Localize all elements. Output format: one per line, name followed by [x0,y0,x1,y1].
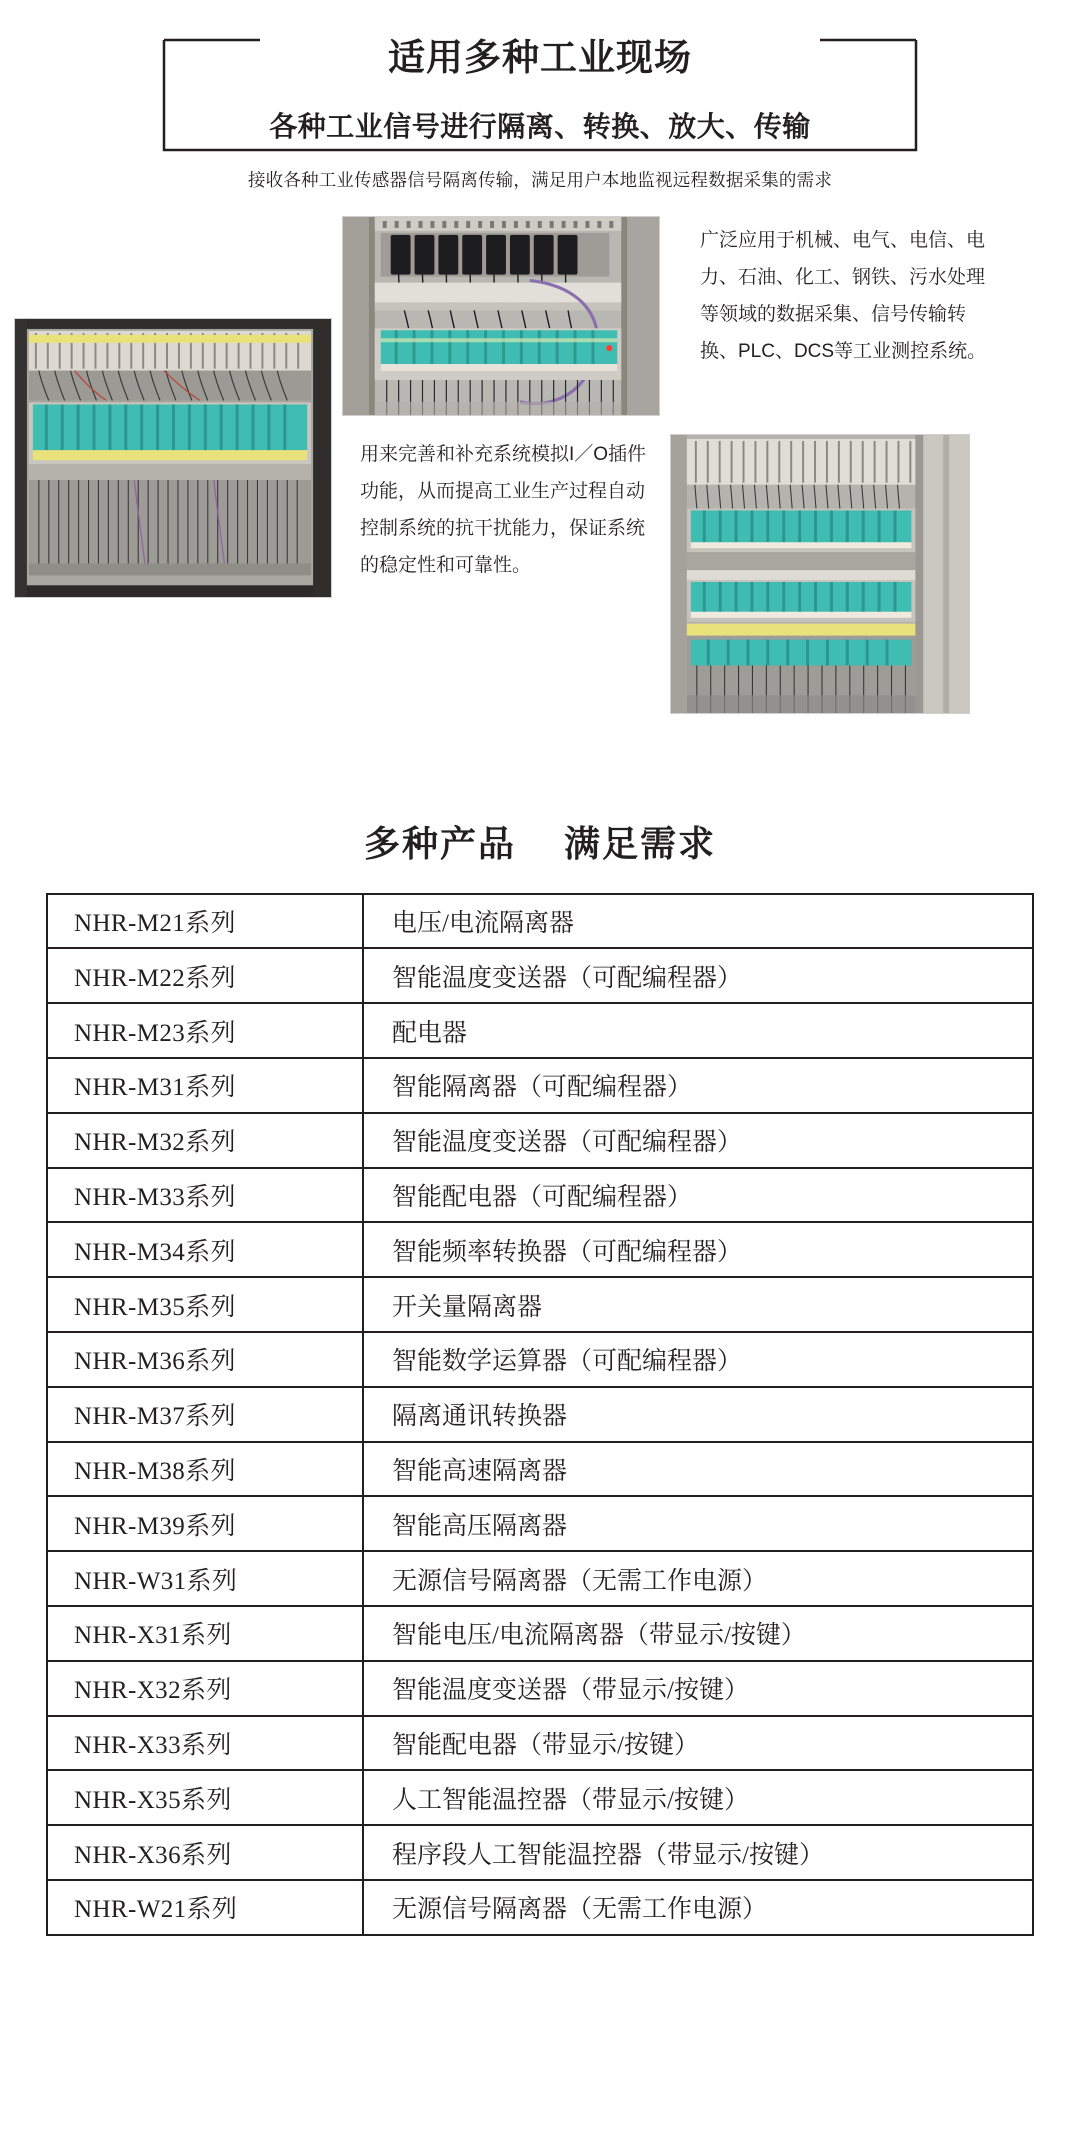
product-model-cell: NHR-W21系列 [48,1881,364,1934]
table-row [48,1443,1032,1498]
product-name-cell: 智能频率转换器（可配编程器） [392,1238,743,1266]
product-model-cell: NHR-M35系列 [48,1278,364,1331]
products-heading-left: 多种产品 [363,823,516,864]
table-row [48,1771,1032,1826]
product-name-cell: 智能隔离器（可配编程器） [392,1074,693,1102]
product-model-cell: NHR-M37系列 [48,1388,364,1441]
table-row [48,1552,1032,1607]
cabinet-photo-right-graphic [671,435,969,713]
table-row [48,1059,1032,1114]
product-model-cell: NHR-W31系列 [48,1552,364,1605]
table-row [48,1223,1032,1278]
products-heading-right: 满足需求 [564,823,717,864]
product-name-cell: 智能配电器（可配编程器） [392,1184,693,1212]
product-table [46,893,1034,1936]
product-name-cell: 无源信号隔离器（无需工作电源） [392,1896,768,1924]
table-row [48,1881,1032,1936]
table-row [48,1607,1032,1662]
product-name-cell: 开关量隔离器 [392,1293,543,1321]
table-row [48,1333,1032,1388]
product-name-cell: 电压/电流隔离器 [392,910,574,938]
table-row [48,895,1032,950]
cabinet-photo-right [670,434,970,714]
table-row [48,1388,1032,1443]
page-subtitle: 各种工业信号进行隔离、转换、放大、传输 [249,105,831,145]
cabinet-photo-top-graphic [343,217,659,416]
cabinet-photo-left-graphic [15,319,331,597]
product-model-cell: NHR-M33系列 [48,1169,364,1222]
product-model-cell: NHR-M21系列 [48,895,364,948]
product-model-cell: NHR-M31系列 [48,1059,364,1112]
product-name-cell: 智能温度变送器（可配编程器） [392,964,743,992]
page-description: 接收各种工业传感器信号隔离传输，满足用户本地监视远程数据采集的需求 [247,169,833,190]
product-model-cell: NHR-M32系列 [48,1114,364,1167]
product-name-cell: 智能电压/电流隔离器（带显示/按键） [392,1622,806,1650]
page-title: 适用多种工业现场 [362,38,718,79]
table-row [48,1662,1032,1717]
product-name-cell: 智能配电器（带显示/按键） [392,1732,699,1760]
product-model-cell: NHR-M38系列 [48,1443,364,1496]
product-name-cell: 智能温度变送器（带显示/按键） [392,1677,749,1705]
photo-collage [0,214,1080,814]
product-model-cell: NHR-M39系列 [48,1497,364,1550]
table-row [48,949,1032,1004]
table-row [48,1497,1032,1552]
product-name-cell: 智能数学运算器（可配编程器） [392,1348,743,1376]
page-header [0,0,1080,192]
table-row [48,1114,1032,1169]
product-model-cell: NHR-M23系列 [48,1004,364,1057]
product-model-cell: NHR-X35系列 [48,1771,364,1824]
product-model-cell: NHR-X33系列 [48,1717,364,1770]
product-model-cell: NHR-M36系列 [48,1333,364,1386]
product-model-cell: NHR-X32系列 [48,1662,364,1715]
products-section-heading [0,816,1080,867]
product-name-cell: 人工智能温控器（带显示/按键） [392,1786,749,1814]
product-model-cell: NHR-X31系列 [48,1607,364,1660]
product-name-cell: 配电器 [392,1019,468,1047]
product-name-cell: 智能高速隔离器 [392,1458,568,1486]
product-name-cell: 程序段人工智能温控器（带显示/按键） [392,1841,824,1869]
table-row [48,1717,1032,1772]
header-bracket-wrap [160,34,920,145]
product-name-cell: 隔离通讯转换器 [392,1403,568,1431]
table-row [48,1278,1032,1333]
product-model-cell: NHR-M34系列 [48,1223,364,1276]
table-row [48,1004,1032,1059]
system-supplement-text: 用来完善和补充系统模拟I／O插件功能，从而提高工业生产过程自动控制系统的抗干扰能力，保证系统的稳定性和可靠性。 [360,443,647,576]
product-name-cell: 无源信号隔离器（无需工作电源） [392,1567,768,1595]
table-row [48,1826,1032,1881]
application-fields-text: 广泛应用于机械、电气、电信、电力、石油、化工、钢铁、污水处理等领域的数据采集、信号传输转换、PLC、DCS等工业测控系统。 [700,229,987,362]
cabinet-photo-top [342,216,660,416]
table-row [48,1169,1032,1224]
cabinet-photo-left [14,318,332,598]
product-name-cell: 智能温度变送器（可配编程器） [392,1129,743,1157]
product-model-cell: NHR-X36系列 [48,1826,364,1879]
product-model-cell: NHR-M22系列 [48,949,364,1002]
product-name-cell: 智能高压隔离器 [392,1512,568,1540]
